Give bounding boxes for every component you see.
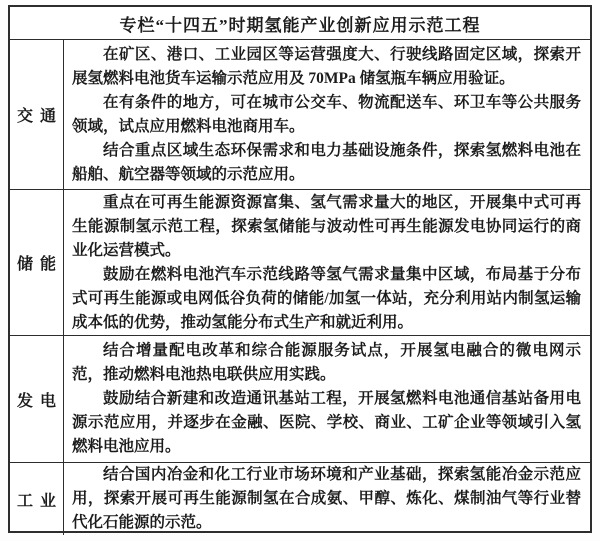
row-content-industry [64,463,590,535]
paragraph: 结合重点区域生态环保需求和电力基础设施条件，探索氢燃料电池在船舶、航空器等领域的示范应用。 [72,141,581,183]
row-content-power-generation [64,336,590,462]
table-row-storage [10,190,590,336]
row-label-power-generation-text: 发电 [16,392,63,410]
paragraph: 在有条件的地方，可在城市公交车、物流配送车、环卫车等公共服务领域，试点应用燃料电池商用车。 [72,93,581,135]
paragraph: 重点在可再生能源资源富集、氢气需求量大的地区，开展集中式可再生能源制氢示范工程，探索氢储能与波动性可再生能源发电协同运行的商业化运营模式。 [72,193,581,259]
paragraph: 在矿区、港口、工业园区等运营强度大、行驶线路固定区域，探索开展氢燃料电池货车运输示范应用及 70MPa 储氢瓶车辆应用验证。 [72,45,581,87]
paragraph: 结合国内冶金和化工行业市场环境和产业基础，探索氢能冶金示范应用，探索开展可再生能源制氢在合成氨、甲醇、炼化、煤制油气等行业替代化石能源的示范。 [72,466,581,531]
row-content-storage [64,190,590,335]
row-content-transport [64,40,590,189]
paragraph: 鼓励结合新建和改造通讯基站工程，开展氢燃料电池通信基站备用电源示范应用，并逐步在金融、医院、学校、商业、工矿企业等领域引入氢燃料电池应用。 [72,390,581,455]
table-title: 专栏“十四五”时期氢能产业创新应用示范工程 [10,7,590,40]
row-label-storage [10,190,64,335]
row-label-industry-text: 工业 [16,492,63,510]
paragraph: 鼓励在燃料电池汽车示范线路等氢气需求量集中区域，布局基于分布式可再生能源或电网低谷负荷的储能/加氢一体站，充分利用站内制氢运输成本低的优势，推动氢能分布式生产和就近利用。 [72,265,581,331]
row-label-power-generation [10,336,64,462]
row-label-industry [10,463,64,535]
row-label-transport-text: 交通 [16,108,63,125]
table-row-power-generation [10,336,590,463]
row-label-storage-text: 储能 [16,256,63,273]
table-row-transport [10,40,590,190]
policy-table [8,5,592,533]
paragraph: 结合增量配电改革和综合能源服务试点，开展氢电融合的微电网示范，推动燃料电池热电联供应用实践。 [72,342,581,383]
row-label-transport [10,40,64,189]
table-row-industry [10,463,590,535]
